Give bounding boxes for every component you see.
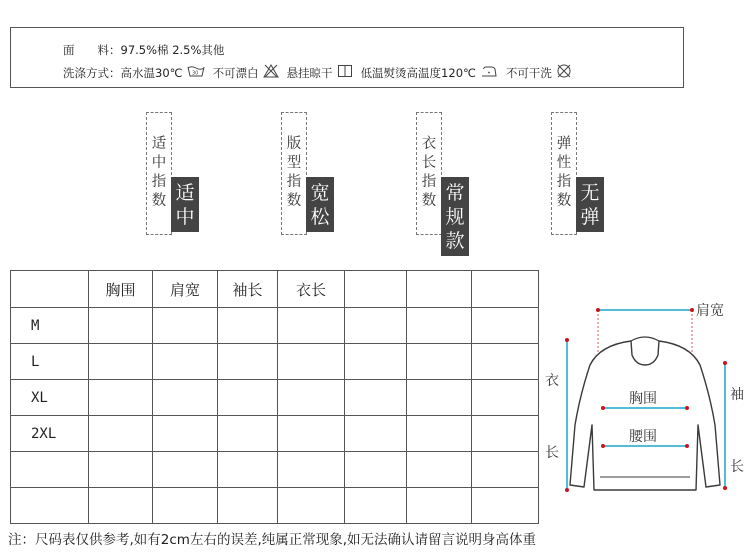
header-cell (345, 271, 407, 308)
footnote: 注：尺码表仅供参考,如有2cm左右的误差,纯属正常现象,如无法确认请留言说明身高体重 (8, 532, 537, 548)
length-label-bottom: 长 (545, 445, 559, 461)
hang-dry-icon (337, 64, 353, 81)
index-length-value: 常 规 款 (441, 177, 469, 256)
table-cell (278, 344, 345, 380)
chest-label: 胸围 (629, 391, 657, 407)
no-bleach-icon (263, 64, 279, 81)
table-cell (472, 452, 539, 488)
header-cell (472, 271, 539, 308)
table-cell (472, 488, 539, 524)
table-cell (278, 416, 345, 452)
iron-low-text: 低温熨烫高温度120℃ (360, 65, 476, 80)
table-cell (278, 452, 345, 488)
length-label-top: 衣 (545, 373, 559, 389)
waist-marker (685, 444, 689, 448)
table-cell (278, 308, 345, 344)
length-marker (565, 488, 569, 492)
care-info-box (10, 27, 684, 88)
svg-text:30: 30 (191, 70, 198, 76)
table-cell (218, 308, 278, 344)
table-row (11, 416, 539, 452)
table-cell (153, 344, 218, 380)
table-cell (472, 344, 539, 380)
size-cell (11, 488, 89, 524)
wash-line (63, 63, 580, 82)
size-cell: 2XL (11, 416, 89, 452)
wash-30-text: 高水温30℃ (120, 65, 183, 80)
sleeve-marker (723, 361, 727, 365)
iron-low-icon (480, 65, 498, 80)
wash-30-icon (187, 65, 205, 81)
garment-diagram (540, 295, 750, 500)
table-cell (218, 344, 278, 380)
no-bleach-text: 不可漂白 (212, 65, 259, 80)
table-row (11, 308, 539, 344)
table-cell (218, 488, 278, 524)
table-row (11, 452, 539, 488)
no-dry-clean-text: 不可干洗 (505, 65, 552, 80)
table-cell (345, 380, 407, 416)
size-table (10, 270, 539, 524)
header-cell (11, 271, 89, 308)
table-cell (153, 308, 218, 344)
table-cell (407, 452, 472, 488)
table-cell (218, 380, 278, 416)
table-row (11, 344, 539, 380)
length-marker (565, 338, 569, 342)
table-cell (89, 308, 153, 344)
index-stretch-label: 弹 性 指 数 (551, 112, 577, 235)
waist-marker (601, 444, 605, 448)
size-cell: XL (11, 380, 89, 416)
table-cell (89, 344, 153, 380)
table-cell (472, 308, 539, 344)
index-cut-value: 宽 松 (306, 177, 334, 232)
table-cell (407, 416, 472, 452)
table-cell (472, 416, 539, 452)
jacket-collar (631, 337, 659, 341)
table-cell (218, 416, 278, 452)
table-header-row (11, 271, 539, 308)
size-cell: L (11, 344, 89, 380)
fabric-value: 97.5%棉 2.5%其他 (120, 43, 225, 57)
table-cell (89, 380, 153, 416)
table-cell (345, 308, 407, 344)
table-cell (407, 380, 472, 416)
table-cell (89, 416, 153, 452)
fabric-line (63, 42, 224, 58)
index-stretch-value: 无 弹 (576, 177, 604, 232)
table-cell (345, 452, 407, 488)
table-cell (153, 416, 218, 452)
index-fit-value: 适 中 (171, 177, 199, 232)
sleeve-label-bottom: 长 (730, 459, 744, 475)
table-cell (89, 452, 153, 488)
index-length-label: 衣 长 指 数 (416, 112, 442, 235)
table-cell (345, 344, 407, 380)
chest-marker (685, 406, 689, 410)
header-cell: 袖长 (218, 271, 278, 308)
table-cell (89, 488, 153, 524)
jacket-outline (570, 341, 720, 490)
index-fit-label: 适 中 指 数 (146, 112, 172, 235)
size-cell (11, 452, 89, 488)
waist-label: 腰围 (629, 429, 657, 445)
header-cell: 肩宽 (153, 271, 218, 308)
sleeve-marker (723, 486, 727, 490)
table-cell (472, 380, 539, 416)
header-cell (407, 271, 472, 308)
table-cell (407, 344, 472, 380)
table-cell (407, 488, 472, 524)
table-cell (153, 488, 218, 524)
table-cell (278, 488, 345, 524)
sleeve-label-top: 袖 (730, 387, 744, 403)
no-dry-clean-icon (556, 63, 572, 82)
header-cell: 胸围 (89, 271, 153, 308)
hang-dry-text: 悬挂晾干 (286, 65, 333, 80)
table-cell (278, 380, 345, 416)
table-cell (345, 416, 407, 452)
table-cell (153, 452, 218, 488)
table-cell (407, 308, 472, 344)
table-cell (345, 488, 407, 524)
index-cut-label: 版 型 指 数 (281, 112, 307, 235)
header-cell: 衣长 (278, 271, 345, 308)
table-cell (218, 452, 278, 488)
shoulder-label: 肩宽 (696, 303, 724, 319)
size-cell: M (11, 308, 89, 344)
chest-marker (601, 406, 605, 410)
table-row (11, 380, 539, 416)
table-row (11, 488, 539, 524)
wash-label: 洗涤方式： (63, 65, 121, 80)
fabric-label: 面 料： (63, 43, 121, 57)
table-cell (153, 380, 218, 416)
